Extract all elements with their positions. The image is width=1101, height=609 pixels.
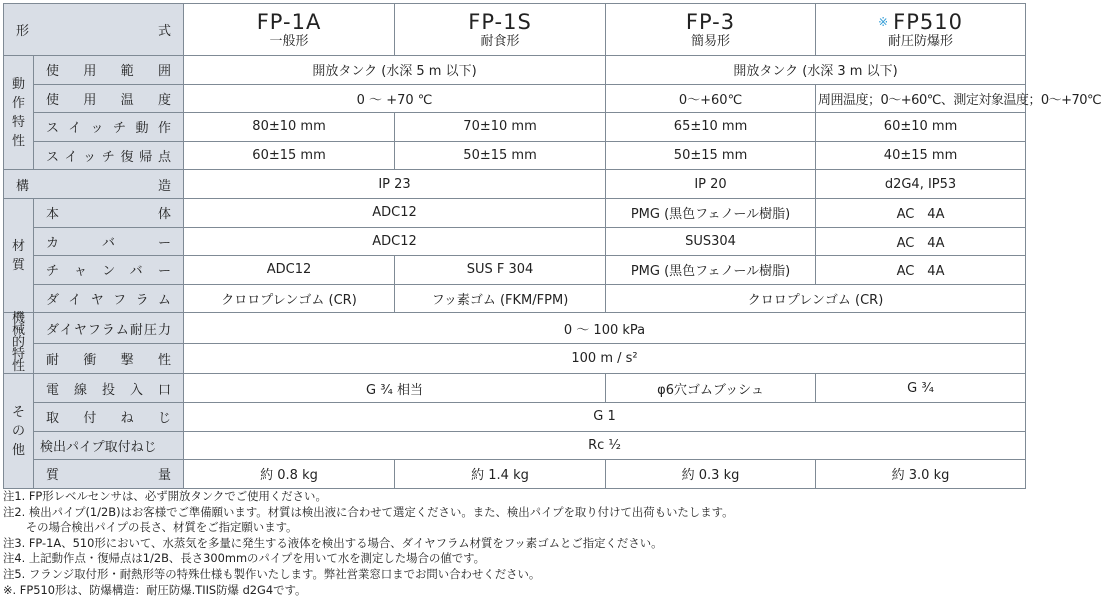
category-mechanical: 機械的特性 <box>4 313 34 374</box>
header-row <box>4 4 1026 56</box>
row-structure: 構 造 IP 23 IP 20 d2G4, IP53 <box>4 170 1026 199</box>
note-1: 注1. FP形レベルセンサは、必ず開放タンクでご使用ください。 <box>3 489 327 503</box>
note-mark: ※. FP510形は、防爆構造：耐圧防爆.TIIS防爆 d2G4です。 <box>3 582 307 597</box>
footnotes <box>3 489 1023 598</box>
category-operation: 動作特性 <box>4 56 34 170</box>
row-diaphragm: ダイヤフラム クロロプレンゴム (CR) フッ素ゴム (FKM/FPM) クロロプレンゴム (CR) <box>4 284 1026 313</box>
row-pressure: 機械的特性 ダイヤフラム耐圧力 0 ～ 100 kPa <box>4 313 1026 344</box>
row-shock: 耐衝撃性 100 m / s² <box>4 343 1026 374</box>
type-label: 形 式 <box>4 4 184 56</box>
row-chamber: チャンバー ADC12 SUS F 304 PMG (黒色フェノール樹脂) AC 4A <box>4 256 1026 285</box>
spec-table <box>3 3 1101 489</box>
note-2-cont: その場合検出パイプの長さ、材質をご指定願います。 <box>3 520 298 535</box>
note-2: 注2. 検出パイプ(1/2B)はお客様でご準備願います。材質は検出液に合わせて選定ください。また、検出パイプを取り付けて出荷もいたします。 <box>3 504 734 519</box>
row-screw: 取付ねじ G 1 <box>4 402 1026 431</box>
category-other: その他 <box>4 374 34 488</box>
row-wire: その他 電線投入口 G ³⁄₄ 相当 φ6穴ゴムブッシュ G ³⁄₄ <box>4 374 1026 403</box>
row-mass: 質量 約 0.8 kg 約 1.4 kg 約 0.3 kg 約 3.0 kg <box>4 460 1026 489</box>
model-fp3: FP-3 簡易形 <box>606 4 816 56</box>
note-4: 注4. 上記動作点・復帰点は1/2B、長さ300mmのパイプを用いて水を測定した場合の値です。 <box>3 551 485 566</box>
model-fp510: ※ FP510 耐圧防爆形 <box>816 4 1026 56</box>
row-switch-on: スイッチ動作 80±10 mm 70±10 mm 65±10 mm 60±10 mm <box>4 113 1026 142</box>
row-pipe: 検出パイプ取付ねじ Rc ¹⁄₂ <box>4 431 1026 460</box>
row-temp: 使用温度 0 ～ +70 ℃ 0～+60℃ 周囲温度；0～+60℃、測定対象温度；0～+70℃ <box>4 84 1026 113</box>
row-cover: カバー ADC12 SUS304 AC 4A <box>4 227 1026 256</box>
row-switch-off: スイッチ復帰点 60±15 mm 50±15 mm 50±15 mm 40±15 mm <box>4 141 1026 170</box>
explosion-proof-mark: ※ <box>878 14 890 29</box>
model-fp1a: FP-1A 一般形 <box>184 4 395 56</box>
note-3: 注3. FP-1A、510形において、水蒸気を多量に発生する液体を検出する場合、ダイヤフラム材質をフッ素ゴムとご指定ください。 <box>3 535 663 550</box>
row-range: 動作特性 使用範囲 開放タンク (水深 5 m 以下) 開放タンク (水深 3 m 以下) <box>4 56 1026 85</box>
model-fp1s: FP-1S 耐食形 <box>395 4 606 56</box>
category-material: 材質 <box>4 198 34 312</box>
note-5: 注5. フランジ取付形・耐熱形等の特殊仕様も製作いたします。弊社営業窓口までお問い合わせください。 <box>3 566 541 581</box>
row-body: 材質 本体 ADC12 PMG (黒色フェノール樹脂) AC 4A <box>4 198 1026 227</box>
